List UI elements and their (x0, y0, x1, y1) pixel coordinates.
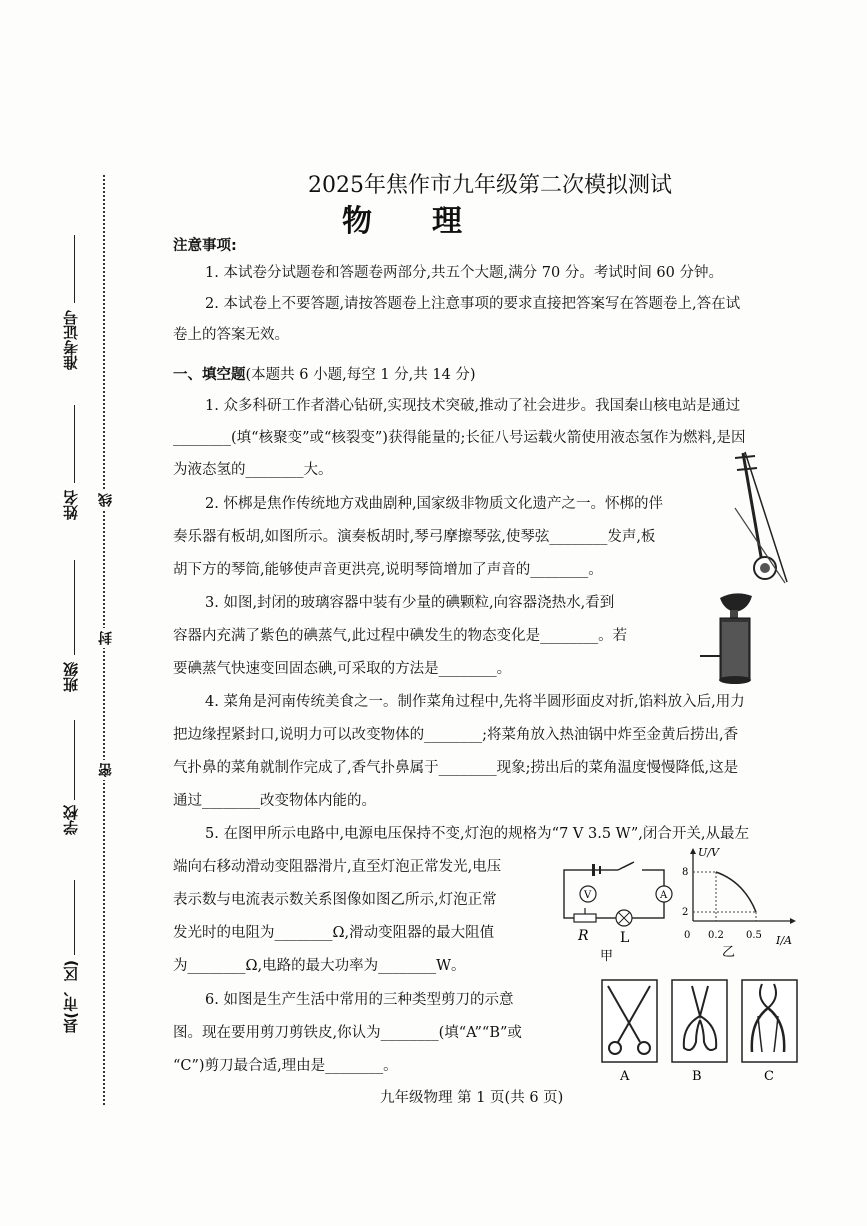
margin-label-county: 县(市、区) (62, 960, 80, 1034)
seal-char-line: 线 (96, 490, 116, 510)
circuit-diagram-figure (552, 858, 677, 963)
margin-line-name (74, 405, 75, 483)
graph-xlabel: I/A (776, 934, 792, 947)
circuit-caption: 甲 (600, 949, 614, 963)
q6-line-1: 6. 如图是生产生活中常用的三种类型剪刀的示意 (205, 992, 514, 1008)
q4-line-4: 通过________改变物体内能的。 (173, 793, 376, 809)
circuit-v-label: V (584, 890, 592, 901)
notice-item-2-cont: 卷上的答案无效。 (173, 327, 289, 343)
scissors-label-c: C (764, 1069, 774, 1084)
margin-line-school (74, 720, 75, 800)
q4-line-2: 把边缘捏紧封口,说明力可以改变物体的________;将菜角放入热油锅中炸至金黄后捞出,香 (173, 727, 739, 743)
seal-char-secret: 密 (96, 760, 116, 780)
q5-line-3: 表示数与电流表示数关系图像如图乙所示,灯泡正常 (173, 892, 497, 908)
q5-line-1: 5. 在图甲所示电路中,电源电压保持不变,灯泡的规格为“7 V 3.5 W”,闭合开关,从最左 (205, 826, 749, 842)
section-title: 一、填空题 (173, 367, 246, 383)
q2-line-2: 奏乐器有板胡,如图所示。演奏板胡时,琴弓摩擦琴弦,使琴弦________发声,板 (173, 529, 656, 545)
ui-graph-figure (678, 846, 803, 966)
scissors-label-a: A (620, 1069, 630, 1084)
margin-label-name: 姓名 (62, 490, 80, 520)
notice-item-2: 2. 本试卷上不要答题,请按答题卷上注意事项的要求直接把答案写在答题卷上,答在试 (205, 296, 741, 312)
margin-label-exam-number: 准考证号 (62, 310, 80, 370)
margin-line-class (74, 560, 75, 655)
circuit-a-label: A (660, 890, 668, 901)
margin-label-school: 学校 (62, 805, 80, 835)
graph-xtick-02: 0.2 (708, 930, 724, 941)
margin-line-county (74, 880, 75, 955)
margin-label-class: 班级 (62, 662, 80, 692)
q3-line-3: 要碘蒸气快速变回固态碘,可采取的方法是________。 (173, 661, 512, 677)
q1-line-1: 1. 众多科研工作者潜心钻研,实现技术突破,推动了社会进步。我国秦山核电站是通过 (205, 398, 741, 414)
q4-line-3: 气扑鼻的菜角就制作完成了,香气扑鼻属于________现象;捞出后的菜角温度慢慢降低,这是 (173, 760, 739, 776)
q5-line-2: 端向右移动滑动变阻器滑片,直至灯泡正常发光,电压 (173, 859, 502, 875)
graph-xtick-05: 0.5 (746, 930, 762, 941)
q6-line-2: 图。现在要用剪刀剪铁皮,你认为________(填“A”“B”或 (173, 1025, 522, 1041)
iodine-container-figure (700, 588, 770, 688)
notice-item-1: 1. 本试卷分试题卷和答题卷两部分,共五个大题,满分 70 分。考试时间 60 分钟。 (205, 265, 723, 281)
q2-line-3: 胡下方的琴筒,能够使声音更洪亮,说明琴筒增加了声音的________。 (173, 562, 603, 578)
q2-line-1: 2. 怀梆是焦作传统地方戏曲剧种,国家级非物质文化遗产之一。怀梆的伴 (205, 496, 664, 512)
circuit-l-label: L (620, 930, 630, 946)
section-heading (173, 365, 476, 385)
scissors-figure (596, 976, 806, 1086)
exam-title: 2025年焦作市九年级第二次模拟测试 (308, 173, 672, 198)
graph-curve (716, 872, 756, 912)
banhu-instrument-figure (725, 448, 810, 588)
section-note: (本题共 6 小题,每空 1 分,共 14 分) (245, 367, 476, 383)
exam-subject: 物理 (342, 204, 522, 239)
q4-line-1: 4. 菜角是河南传统美食之一。制作菜角过程中,先将半圆形面皮对折,馅料放入后,用力 (205, 694, 745, 710)
q5-line-5: 为________Ω,电路的最大功率为________W。 (173, 958, 466, 974)
graph-xtick-0: 0 (684, 930, 691, 941)
rheostat-icon (574, 914, 596, 922)
q5-line-4: 发光时的电阻为________Ω,滑动变阻器的最大阻值 (173, 925, 495, 941)
q1-line-3: 为液态氢的________大。 (173, 462, 333, 478)
q1-line-2: ________(填“核聚变”或“核裂变”)获得能量的;长征八号运载火箭使用液态氢作为燃料,是因 (173, 430, 746, 446)
margin-line-exam-number (74, 235, 75, 303)
q6-line-3: “C”)剪刀最合适,理由是________。 (173, 1058, 398, 1074)
graph-caption: 乙 (722, 945, 736, 960)
graph-ytick-8: 8 (682, 867, 689, 878)
graph-ytick-2: 2 (682, 907, 689, 918)
graph-ylabel: U/V (698, 846, 719, 859)
circuit-r-label: R (578, 928, 589, 944)
seal-char-seal: 封 (96, 628, 116, 648)
scissors-label-b: B (692, 1069, 702, 1084)
notice-heading: 注意事项: (173, 238, 237, 254)
page-footer: 九年级物理 第 1 页(共 6 页) (380, 1090, 564, 1106)
q3-line-1: 3. 如图,封闭的玻璃容器中装有少量的碘颗粒,向容器浇热水,看到 (205, 595, 615, 611)
q3-line-2: 容器内充满了紫色的碘蒸气,此过程中碘发生的物态变化是________。若 (173, 628, 628, 644)
